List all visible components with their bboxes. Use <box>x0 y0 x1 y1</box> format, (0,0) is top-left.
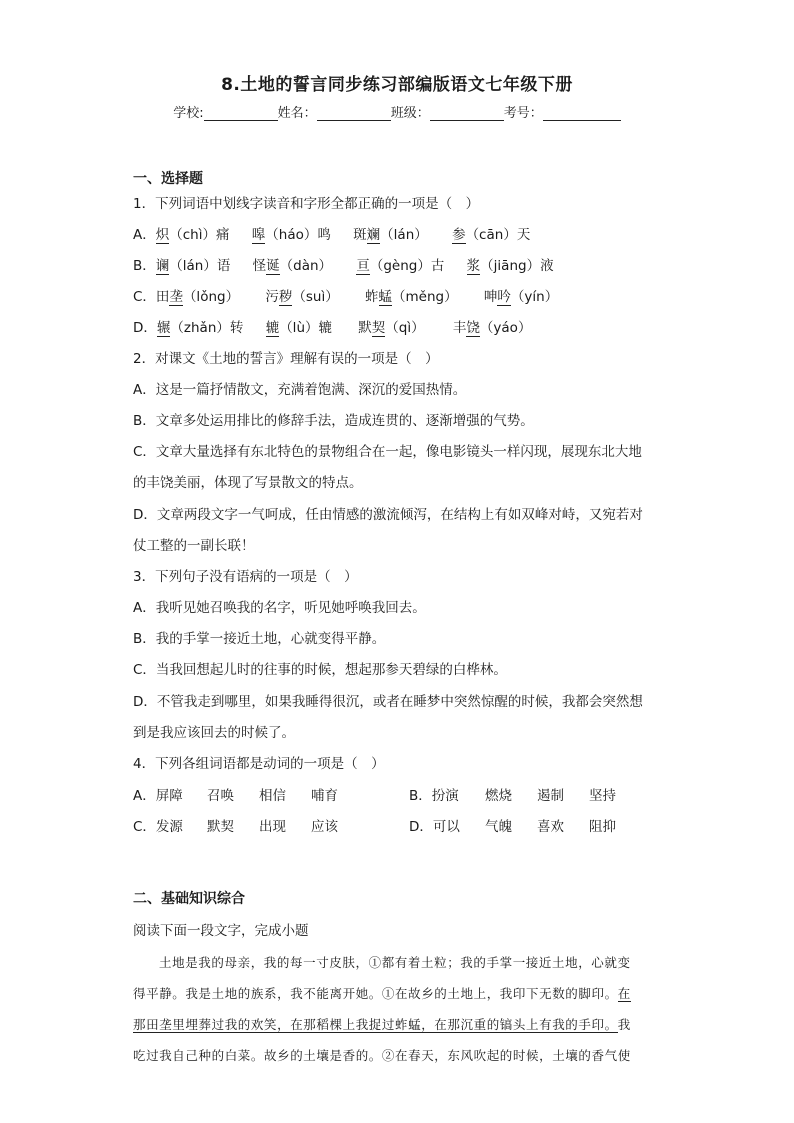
passage-line-2: 得平静。我是土地的族系，我不能离开她。①在故乡的土地上，我印下无数的脚印。在 <box>133 986 631 1001</box>
q4-option-c[interactable]: C．发源 <box>133 819 183 835</box>
q4-stem: 4．下列各组词语都是动词的一项是（ ） <box>133 756 385 772</box>
q2-option-d[interactable]: D．文章两段文字一气呵成，任由情感的激流倾泻，在结构上有如双峰对峙，又宛若对 <box>133 507 643 523</box>
q3-option-d[interactable]: D．不管我走到哪里，如果我睡得很沉，或者在睡梦中突然惊醒的时候，我都会突然想 <box>133 694 643 710</box>
number-label: 考号： <box>503 106 543 121</box>
q2-option-c[interactable]: C．文章大量选择有东北特色的景物组合在一起，像电影镜头一样闪现，展现东北大地 <box>133 444 642 460</box>
student-info-line <box>0 102 794 121</box>
q1-option-c[interactable]: C．田垄（lǒng） 污秽（suì） 蚱蜢（měng） 呻吟（yín） <box>133 289 559 305</box>
q3-option-d-cont: 到是我应该回去的时候了。 <box>133 725 295 741</box>
class-blank[interactable] <box>430 106 504 121</box>
passage-line-1: 土地是我的母亲，我的每一寸皮肤，①都有着土粒；我的手掌一接近土地，心就变 <box>159 955 631 970</box>
q4-row-ab: A．屏障 召唤 相信 哺育 B．扮演 燃烧 遏制 坚持 <box>133 784 616 804</box>
q3-option-c[interactable]: C．当我回想起儿时的往事的时候，想起那参天碧绿的白桦林。 <box>133 662 507 678</box>
section-heading-choice: 一、选择题 <box>133 171 203 187</box>
q4-option-a[interactable]: A．屏障 <box>133 788 183 804</box>
q4-row-cd: C．发源 默契 出现 应该 D．可以 气魄 喜欢 阻抑 <box>133 815 616 835</box>
q2-option-a[interactable]: A．这是一篇抒情散文，充满着饱满、深沉的爱国热情。 <box>133 382 467 398</box>
q3-option-a[interactable]: A．我听见她召唤我的名字，听见她呼唤我回去。 <box>133 600 426 616</box>
passage-line-4: 吃过我自己种的白菜。故乡的土壤是香的。②在春天，东风吹起的时候，土壤的香气使 <box>133 1048 631 1063</box>
q3-stem: 3．下列句子没有语病的一项是（ ） <box>133 569 358 585</box>
number-blank[interactable] <box>543 106 621 121</box>
q2-option-d-cont: 仗工整的一副长联！ <box>133 538 255 554</box>
school-blank[interactable] <box>204 106 278 121</box>
name-label: 姓名： <box>277 106 317 121</box>
q1-option-d[interactable]: D．辗（zhǎn）转 辘（lù）辘 默契（qì） 丰饶（yáo） <box>133 320 532 336</box>
q1-option-a[interactable]: A．炽（chì）痛 嗥（háo）鸣 斑斓（lán） 参（cān）天 <box>133 227 531 243</box>
q4-option-b[interactable]: B．扮演 <box>409 788 459 804</box>
class-label: 班级： <box>390 106 430 121</box>
q1-stem: 1．下列词语中划线字读音和字形全都正确的一项是（ ） <box>133 196 480 212</box>
q2-stem: 2．对课文《土地的誓言》理解有误的一项是（ ） <box>133 351 439 367</box>
q1-option-b[interactable]: B．谰（lán）语 怪诞（dàn） 亘（gèng）古 浆（jiāng）液 <box>133 258 554 274</box>
q2-option-b[interactable]: B．文章多处运用排比的修辞手法，造成连贯的、逐渐增强的气势。 <box>133 413 534 429</box>
passage-intro: 阅读下面一段文字，完成小题 <box>133 923 309 939</box>
school-label: 学校: <box>173 106 204 121</box>
passage-line-3: 那田垄里埋葬过我的欢笑，在那稻棵上我捉过蚱蜢，在那沉重的镐头上有我的手印。我 <box>133 1017 631 1032</box>
q2-option-c-cont: 的丰饶美丽，体现了写景散文的特点。 <box>133 475 363 491</box>
name-blank[interactable] <box>317 106 391 121</box>
q4-option-d[interactable]: D．可以 <box>409 819 460 835</box>
section-heading-basics: 二、基础知识综合 <box>133 891 245 907</box>
underlined-sentence: 那田垄里埋葬过我的欢笑，在那稻棵上我捉过蚱蜢，在那沉重的镐头上有我的手印。 <box>133 1017 618 1032</box>
q3-option-b[interactable]: B．我的手掌一接近土地，心就变得平静。 <box>133 631 386 647</box>
page-title: 8.土地的誓言同步练习部编版语文七年级下册 <box>221 75 573 95</box>
